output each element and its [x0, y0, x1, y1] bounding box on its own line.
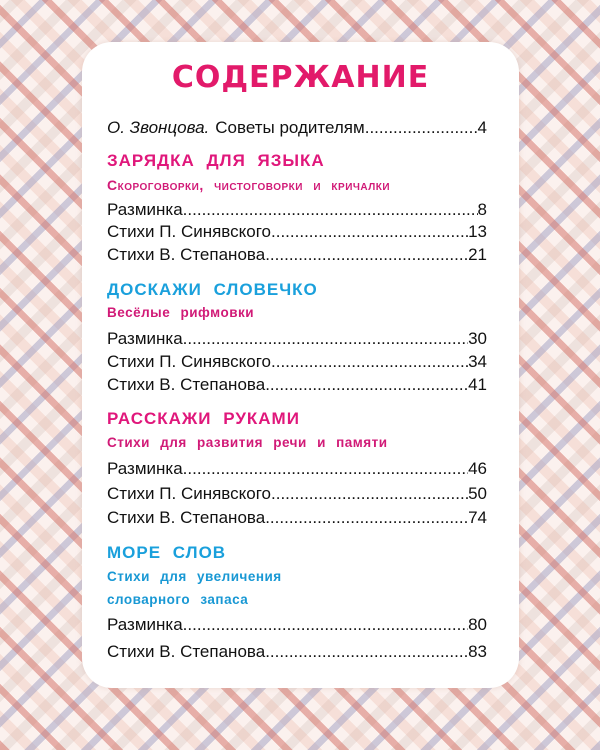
toc-leader-dots: [183, 615, 468, 635]
toc-entry-name: Разминка: [107, 615, 183, 634]
toc-leader-dots: [265, 642, 468, 662]
toc-entry[interactable]: [107, 375, 487, 395]
toc-leader-dots: [265, 375, 468, 395]
toc-entry-name: Стихи В. Степанова: [107, 642, 266, 661]
toc-entry-name: Разминка: [107, 459, 183, 478]
toc-entry-name: Стихи П. Синявского: [107, 222, 272, 241]
toc-entry-name: Стихи П. Синявского: [107, 484, 272, 503]
toc-entry[interactable]: [107, 642, 487, 662]
toc-entry[interactable]: [107, 352, 487, 372]
section-title-4: МОРЕ СЛОВ: [107, 543, 227, 562]
toc-entry[interactable]: [107, 222, 487, 242]
section-subtitle-2: Весёлые рифмовки: [107, 305, 255, 320]
toc-entry-page: 13: [468, 222, 487, 241]
toc-entry-page: 74: [468, 508, 487, 527]
section-title-2: ДОСКАЖИ СЛОВЕЧКО: [107, 280, 318, 299]
toc-entry-name: Стихи В. Степанова: [107, 508, 266, 527]
toc-entry[interactable]: [107, 508, 487, 528]
section-subtitle-1: Скороговорки, чистоговорки и кричалки: [107, 177, 391, 193]
toc-leader-dots: [271, 484, 468, 504]
toc-entry-intro[interactable]: [107, 118, 487, 138]
toc-entry[interactable]: [107, 459, 487, 479]
toc-entry-name: Разминка: [107, 200, 183, 219]
toc-entry[interactable]: [107, 200, 487, 220]
toc-entry-name: Стихи В. Степанова: [107, 245, 266, 264]
toc-entry[interactable]: [107, 245, 487, 265]
section-subtitle-4-line1: Стихи для увеличения: [107, 569, 282, 584]
toc-entry-page: 41: [468, 375, 487, 394]
toc-entry-page: 21: [468, 245, 487, 264]
toc-entry[interactable]: [107, 329, 487, 349]
toc-leader-dots: [183, 200, 478, 220]
toc-entry-name: Советы родителям: [215, 118, 365, 137]
toc-leader-dots: [365, 118, 478, 138]
toc-entry-page: 46: [468, 459, 487, 478]
toc-entry-name: Стихи П. Синявского: [107, 352, 272, 371]
toc-entry-page: 80: [468, 615, 487, 634]
page-title: СОДЕРЖАНИЕ: [171, 60, 430, 95]
toc-leader-dots: [265, 245, 468, 265]
toc-entry-name: Стихи В. Степанова: [107, 375, 266, 394]
toc-entry[interactable]: [107, 484, 487, 504]
section-subtitle-3: Стихи для развития речи и памяти: [107, 435, 388, 450]
toc-leader-dots: [183, 329, 468, 349]
section-title-3: РАССКАЖИ РУКАМИ: [107, 409, 300, 428]
toc-entry-page: 30: [468, 329, 487, 348]
toc-leader-dots: [265, 508, 468, 528]
toc-entry-page: 83: [468, 642, 487, 661]
toc-entry-page: 34: [468, 352, 487, 371]
toc-leader-dots: [271, 352, 468, 372]
toc-entry-page: 50: [468, 484, 487, 503]
toc-entry-author: О. Звонцова.: [107, 118, 210, 137]
section-title-1: ЗАРЯДКА ДЛЯ ЯЗЫКА: [107, 151, 325, 170]
toc-entry-page: 4: [477, 118, 487, 137]
toc-entry-page: 8: [477, 200, 487, 219]
toc-leader-dots: [271, 222, 468, 242]
toc-entry[interactable]: [107, 615, 487, 635]
toc-leader-dots: [183, 459, 468, 479]
toc-entry-name: Разминка: [107, 329, 183, 348]
section-subtitle-4-line2: словарного запаса: [107, 592, 249, 607]
